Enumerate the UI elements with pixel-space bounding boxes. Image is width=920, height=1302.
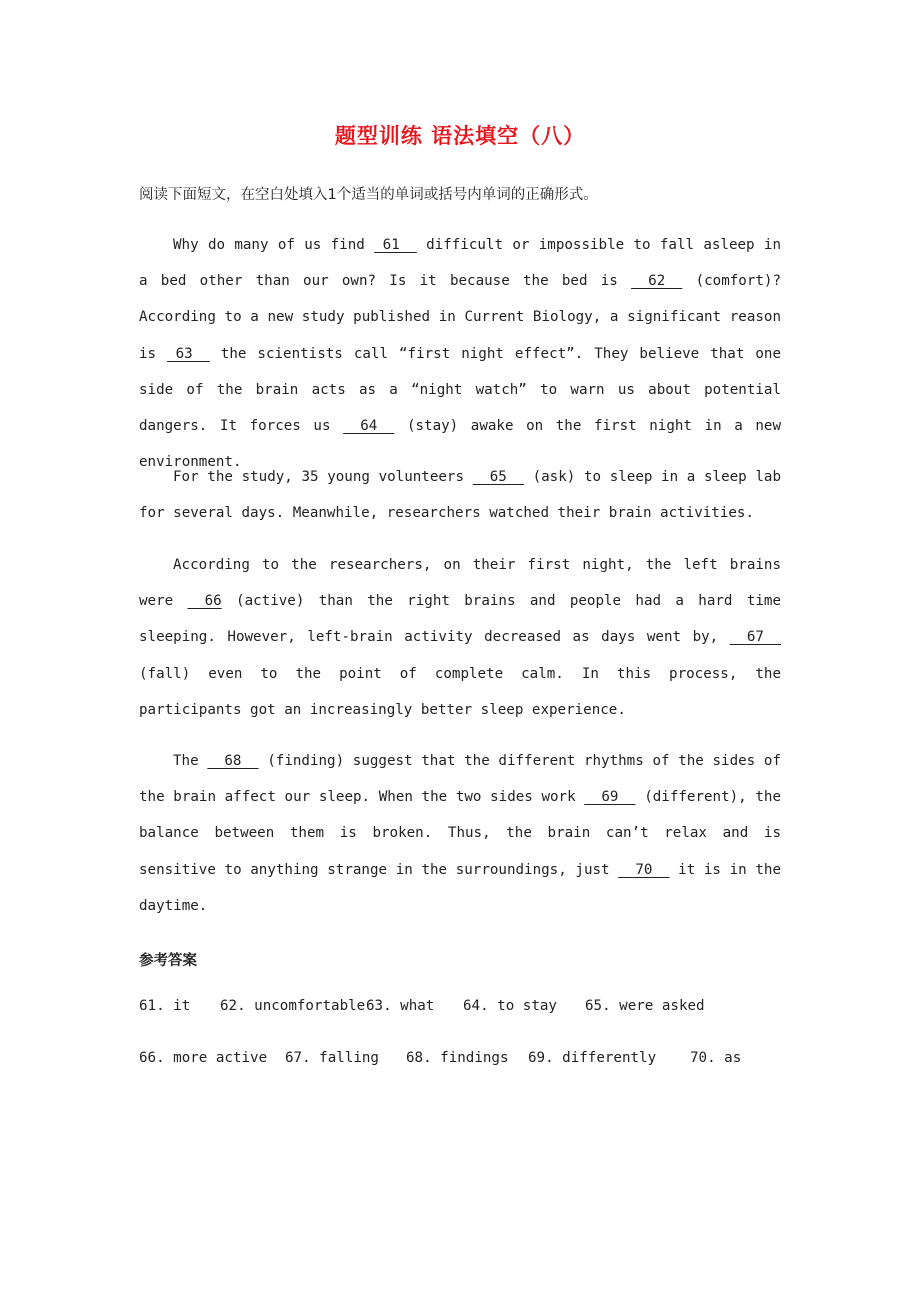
blank-65: 65 [472, 469, 524, 485]
passage-paragraph-2 [139, 459, 781, 531]
answer-63: 63. what [366, 998, 435, 1014]
answer-69: 69. differently [528, 1050, 657, 1066]
instruction-text: 阅读下面短文，在空白处填入1个适当的单词或括号内单词的正确形式。 [139, 187, 598, 203]
passage-text: Why do many of us find [173, 237, 375, 253]
blank-66: 66 [187, 593, 222, 610]
answer-66: 66. more active [139, 1050, 268, 1066]
passage-text: For the study, 35 young volunteers [173, 469, 473, 485]
blank-62: 62 [631, 273, 683, 290]
passage-text: (finding) suggest that the different rhythms of the sides of the brain affect our sleep. When the two sides work [139, 753, 781, 806]
answer-61: 61. it [139, 998, 191, 1014]
passage-text: According to the researchers, on their first night, the left brains were [139, 557, 781, 610]
blank-64: 64 [343, 418, 395, 435]
blank-61: 61 [374, 237, 417, 253]
answer-67: 67. falling [285, 1050, 379, 1066]
passage-text: (stay) awake on the first night in a new environment. [139, 418, 781, 471]
answers-heading: 参考答案 [139, 953, 197, 969]
passage-paragraph-4 [139, 743, 781, 924]
blank-67: 67 [729, 629, 781, 646]
blank-63: 63 [167, 345, 210, 362]
passage-text: difficult or impossible to fall asleep in a bed other than our own? Is it because the bed is [139, 237, 781, 290]
answer-62: 62. uncomfortable [220, 998, 366, 1014]
passage-text: (fall) even to the point of complete calm. In this process, the participants got an increasingly better sleep experience. [139, 665, 781, 718]
passage-text: it is in the daytime. [139, 861, 781, 914]
passage-paragraph-3 [139, 547, 781, 728]
page-title: 题型训练 语法填空（八） [334, 124, 586, 148]
passage-text: the scientists call “first night effect”. They believe that one side of the brain acts as a “night watch” to warn us about potential dangers. It forces us [139, 345, 781, 435]
passage-text: (active) than the right brains and people had a hard time sleeping. However, left-brain activity decreased as days went by, [139, 593, 781, 646]
answer-64: 64. to stay [463, 998, 557, 1014]
passage-text: (comfort)? According to a new study published in Current Biology, a significant reason is [139, 273, 781, 362]
answer-70: 70. as [690, 1050, 742, 1066]
answer-65: 65. were asked [585, 998, 705, 1014]
passage-text: (different), the balance between them is broken. Thus, the brain can’t relax and is sensitive to anything strange in the surroundings, just [139, 789, 781, 878]
passage-paragraph-1 [139, 227, 781, 480]
answer-68: 68. findings [406, 1050, 509, 1066]
passage-text: The [173, 753, 208, 769]
passage-text: (ask) to sleep in a sleep lab for several days. Meanwhile, researchers watched their brain activities. [139, 469, 781, 522]
blank-70: 70 [618, 861, 670, 878]
blank-69: 69 [584, 789, 636, 806]
blank-68: 68 [207, 753, 259, 769]
